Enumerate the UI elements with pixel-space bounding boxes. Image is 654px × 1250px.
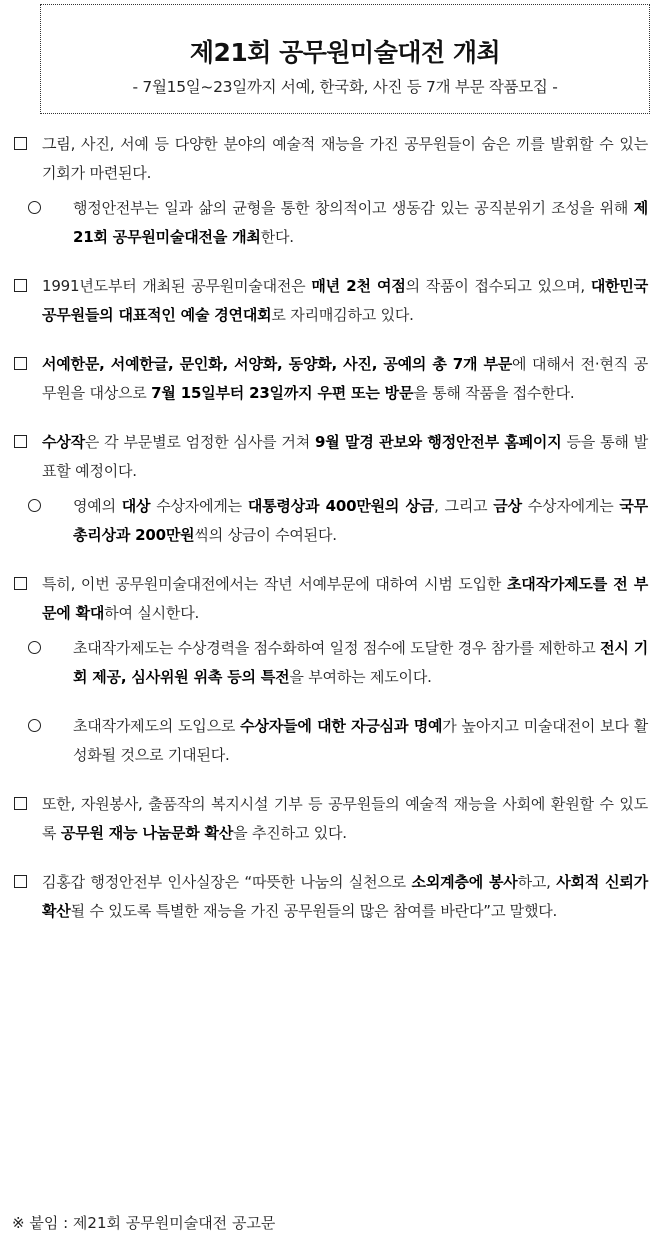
bold-text-run: 공무원 재능 나눔문화 확산 [60,824,234,842]
circle-bullet-icon [28,712,41,741]
page-subtitle: - 7월15일~23일까지 서예, 한국화, 사진 등 7개 부문 작품모집 - [132,78,558,96]
text-run: 가 높아지고 미술대전이 보다 활성화될 것으로 기대된다. [73,717,649,764]
title-box [40,4,650,114]
square-bullet-icon [14,868,27,897]
text-run: 씩의 상금이 수여된다. [194,526,337,544]
text-run: 될 수 있도록 특별한 재능을 가진 공무원들의 많은 참여를 바란다”고 말했다. [70,902,558,920]
text-run: 김홍갑 행정안전부 인사실장은 “따뜻한 나눔의 실천으로 [42,873,412,891]
bold-text-run: 대상 [121,497,151,515]
section-paragraph [6,868,654,926]
bold-text-run: 사회적 신뢰가 확산 [42,873,649,920]
section-paragraph [6,272,654,330]
square-bullet-icon [14,350,27,379]
text-run: 하고, [517,873,557,891]
text-run: 을 추진하고 있다. [233,824,347,842]
bold-text-run: 대한민국 공무원들의 대표적인 예술 경연대회 [42,277,648,324]
paragraph-text [73,712,648,770]
page-title: 제21회 공무원미술대전 개최 [189,38,501,67]
bold-text-run: 금상 [493,497,522,515]
section-paragraph [6,350,654,408]
text-run: 1991년도부터 개최된 공무원미술대전은 [42,277,312,295]
text-run: 초대작가제도는 수상경력을 점수화하여 일정 점수에 도달한 경우 참가를 제한하고 [73,639,601,657]
bold-text-run: 제21회 공무원미술대전을 개최 [73,199,648,246]
text-run: 의 작품이 접수되고 있으며, [405,277,591,295]
text-run: 그림, 사진, 서예 등 다양한 분야의 예술적 재능을 가진 공무원들이 숨은 끼를 발휘할 수 있는 기회가 마련된다. [42,135,648,182]
circle-bullet-icon [28,492,41,521]
paragraph-text [42,350,648,408]
text-run: 한다. [260,228,294,246]
text-run: 또한, 자원봉사, 출품작의 복지시설 기부 등 공무원들의 예술적 재능을 사회에 환원할 수 있도록 [42,795,648,842]
square-bullet-icon [14,428,27,457]
sub-paragraph [4,634,654,692]
paragraph-text [42,570,648,628]
text-run: 로 자리매김하고 있다. [271,306,414,324]
text-run: 등을 통해 발표할 예정이다. [42,433,648,480]
section-paragraph [6,790,654,848]
bold-text-run: 9월 말경 관보와 행정안전부 홈페이지 [315,433,562,451]
attachment-note: ※ 붙임 : 제21회 공무원미술대전 공고문 [12,1214,276,1232]
text-run: 에 대해서 전·현직 공무원을 대상으로 [42,355,648,402]
paragraph-text [42,272,648,330]
bold-text-run: 국무총리상과 200만원 [73,497,648,544]
bold-text-run: 소외계층에 봉사 [411,873,518,891]
text-run: 을 통해 작품을 접수한다. [413,384,575,402]
bold-text-run: 초대작가제도를 전 부문에 확대 [42,575,649,622]
square-bullet-icon [14,130,27,159]
section-paragraph [6,570,654,628]
section-paragraph [6,130,654,188]
text-run: 영예의 [73,497,122,515]
paragraph-text [42,868,648,926]
bold-text-run: 수상자들에 대한 자긍심과 명예 [240,717,443,735]
paragraph-text [73,194,648,252]
paragraph-text [42,130,648,188]
paragraph-text [73,634,648,692]
paragraph-text [42,428,648,486]
square-bullet-icon [14,272,27,301]
paragraph-text [42,790,648,848]
text-run: 수상자에게는 [521,497,620,515]
text-run: 은 각 부문별로 엄정한 심사를 거쳐 [84,433,316,451]
sub-paragraph [4,712,654,770]
bold-text-run: 대통령상과 400만원의 상금 [247,497,435,515]
bold-text-run: 7월 15일부터 23일까지 우편 또는 방문 [151,384,414,402]
bold-text-run: 수상작 [42,433,85,451]
bold-text-run: 서예한문, 서예한글, 문인화, 서양화, 동양화, 사진, 공예의 총 7개 부문 [42,355,513,373]
text-run: 을 부여하는 제도이다. [289,668,432,686]
square-bullet-icon [14,790,27,819]
circle-bullet-icon [28,194,41,223]
text-run: 수상자에게는 [150,497,248,515]
text-run: , 그리고 [434,497,494,515]
text-run: 행정안전부는 일과 삶의 균형을 통한 창의적이고 생동감 있는 공직분위기 조성을 위해 [73,199,634,217]
text-run: 특히, 이번 공무원미술대전에서는 작년 서예부문에 대하여 시범 도입한 [42,575,507,593]
bold-text-run: 매년 2천 여점 [311,277,406,295]
circle-bullet-icon [28,634,41,663]
sub-paragraph [4,194,654,252]
press-release-body [0,124,654,926]
sub-paragraph [4,492,654,550]
square-bullet-icon [14,570,27,599]
section-paragraph [6,428,654,486]
text-run: 초대작가제도의 도입으로 [73,717,241,735]
text-run: 하여 실시한다. [104,604,200,622]
paragraph-text [73,492,648,550]
bold-text-run: 전시 기회 제공, 심사위원 위촉 등의 특전 [73,639,648,686]
